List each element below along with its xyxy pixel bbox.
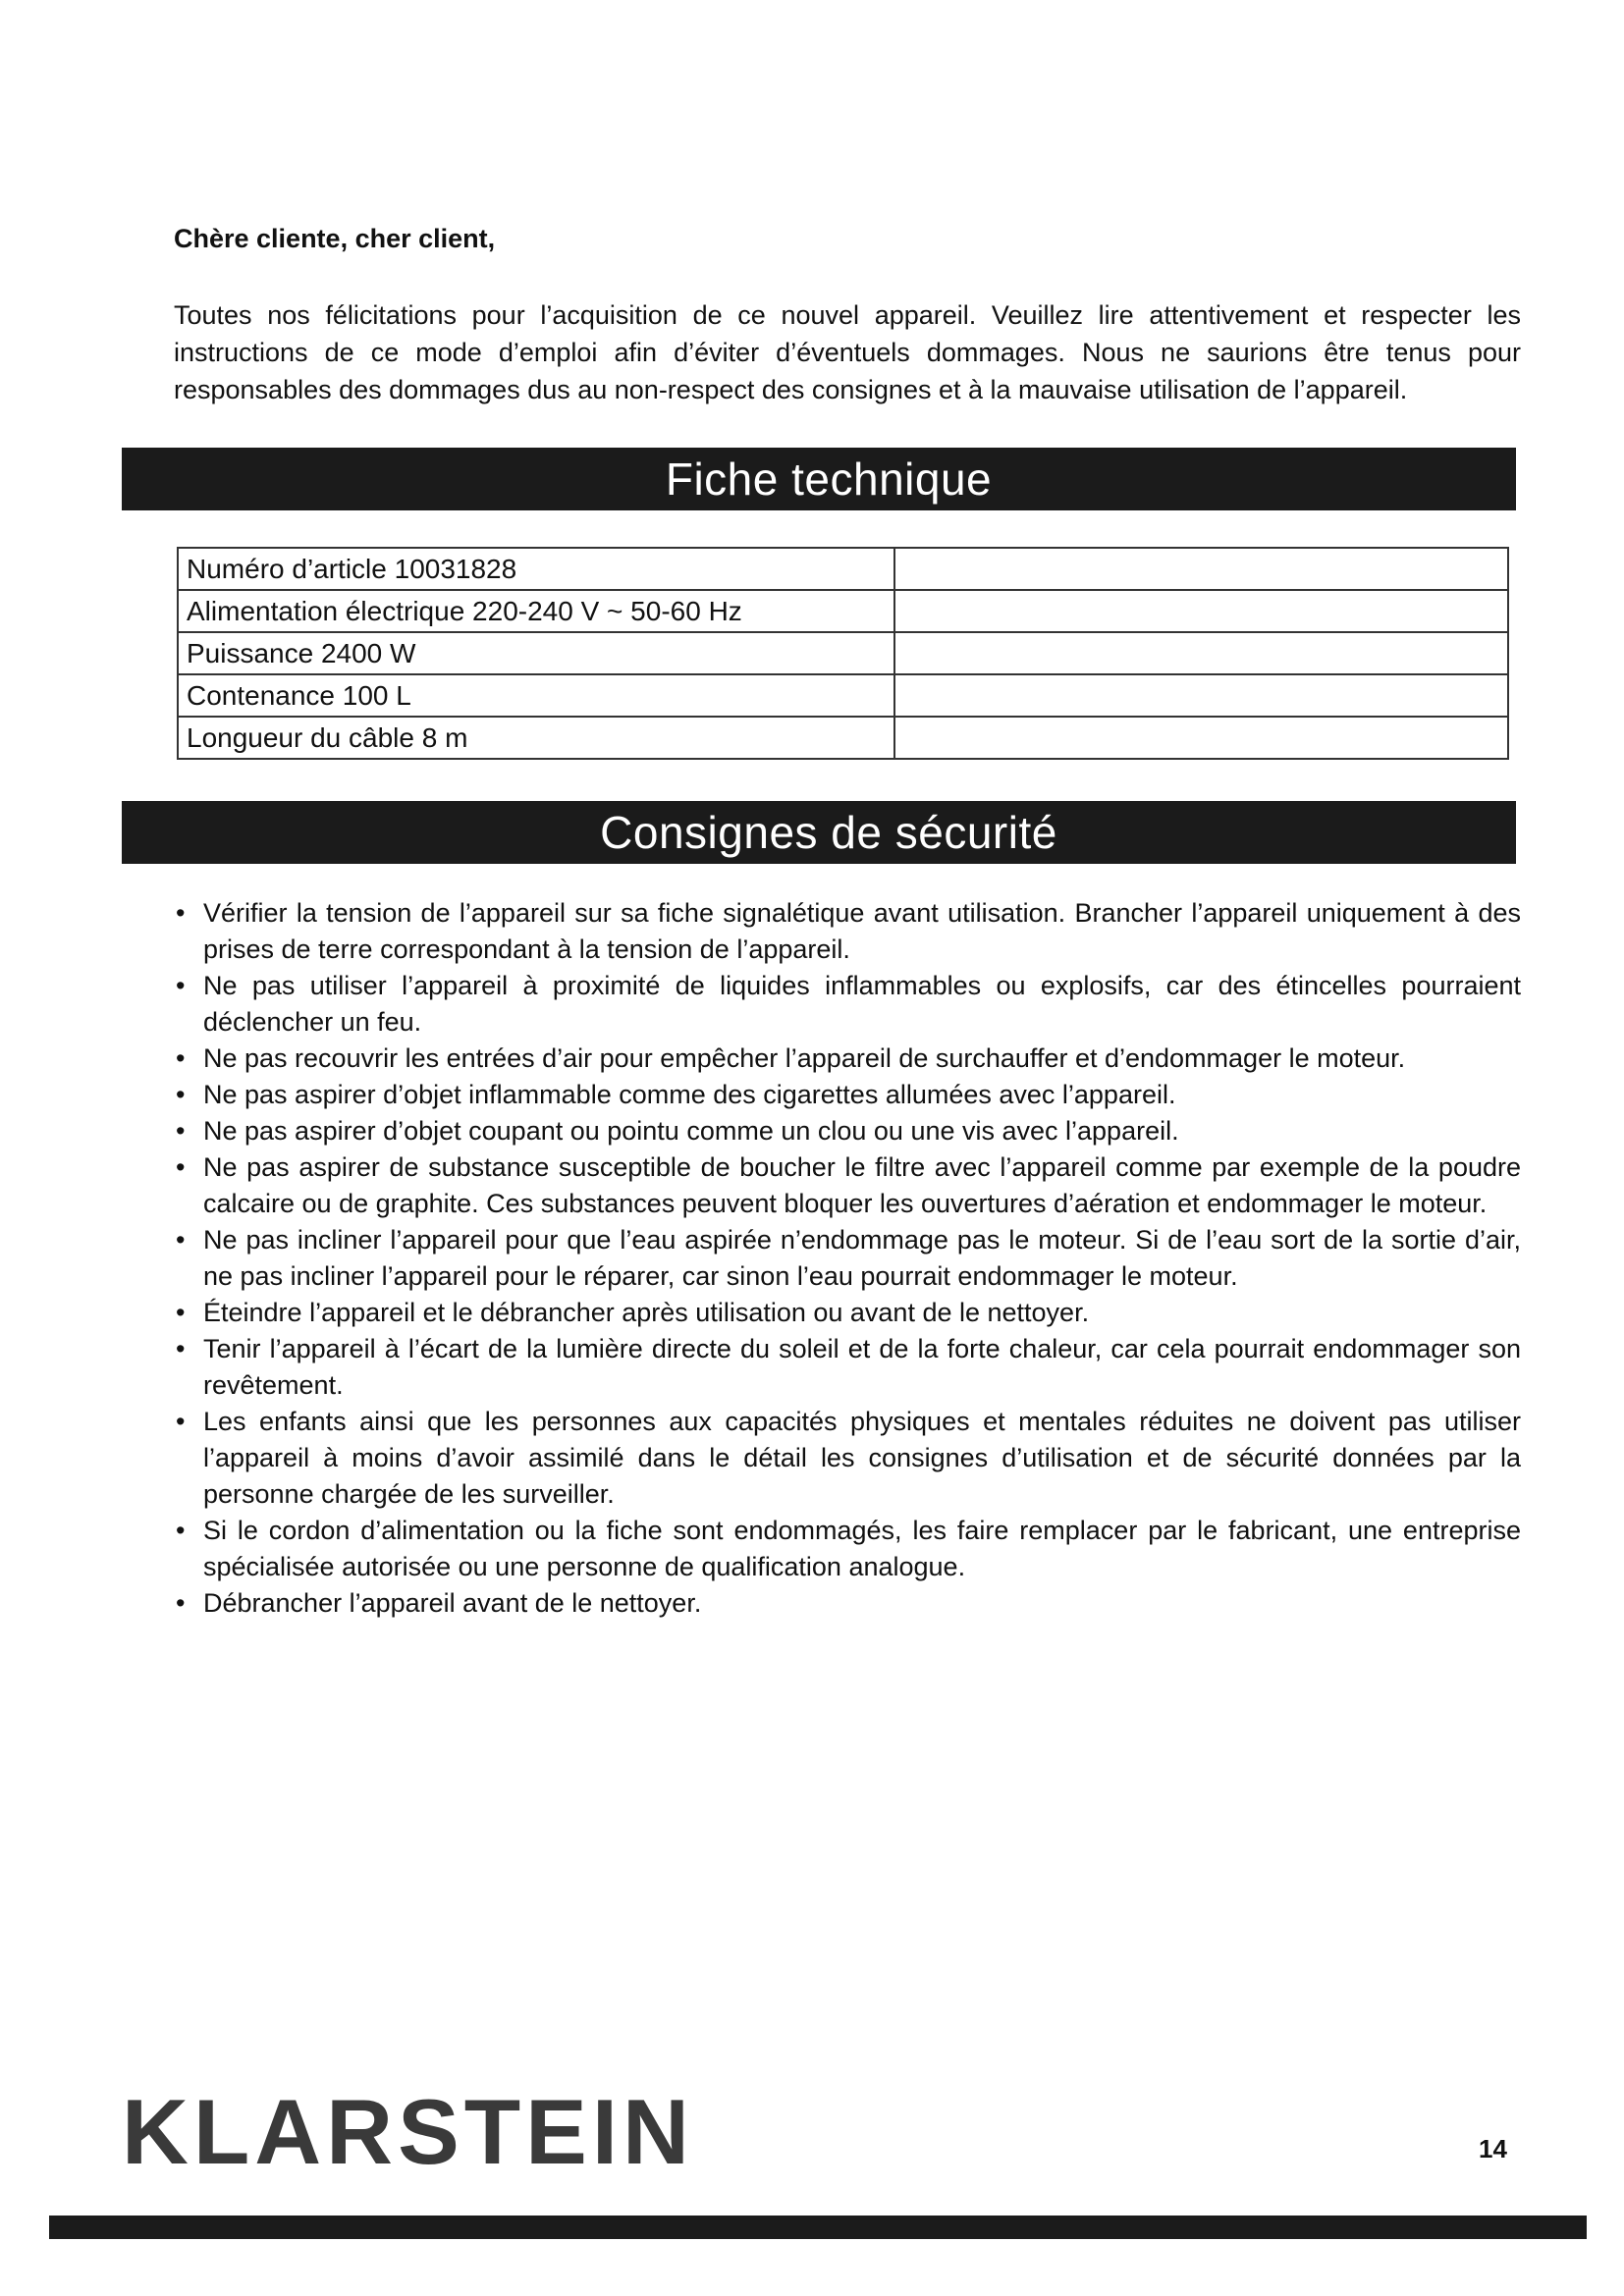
list-item: • Débrancher l’appareil avant de le nettoyer. bbox=[174, 1585, 1521, 1622]
table-row bbox=[178, 632, 1508, 674]
greeting: Chère cliente, cher client, bbox=[174, 224, 496, 253]
spec-value bbox=[894, 632, 1508, 674]
list-item: • Tenir l’appareil à l’écart de la lumière directe du soleil et de la forte chaleur, car cela pourrait endommager son revêtement. bbox=[174, 1331, 1521, 1404]
spec-value bbox=[894, 548, 1508, 590]
list-item: • Les enfants ainsi que les personnes aux capacités physiques et mentales réduites ne doivent pas utiliser l’appareil à moins d’avoir assimilé dans le détail les consignes d’utilisation et de sécurité données par la personne chargée de les surveiller. bbox=[174, 1404, 1521, 1513]
table-row bbox=[178, 717, 1508, 759]
brand-logo: KLARSTEIN bbox=[122, 2080, 694, 2183]
spec-value bbox=[894, 717, 1508, 759]
list-item: • Ne pas incliner l’appareil pour que l’eau aspirée n’endommage pas le moteur. Si de l’eau sort de la sortie d’air, ne pas incliner l’appareil pour le réparer, car sinon l’eau pourrait endommager le moteur. bbox=[174, 1222, 1521, 1295]
list-item: • Ne pas aspirer d’objet coupant ou pointu comme un clou ou une vis avec l’appareil. bbox=[174, 1113, 1521, 1149]
list-item: • Ne pas utiliser l’appareil à proximité de liquides inflammables ou explosifs, car des étincelles pourraient déclencher un feu. bbox=[174, 968, 1521, 1041]
spec-label: Numéro d’article 10031828 bbox=[178, 548, 894, 590]
footer-rule bbox=[49, 2216, 1587, 2239]
list-item: • Ne pas aspirer d’objet inflammable comme des cigarettes allumées avec l’appareil. bbox=[174, 1077, 1521, 1113]
spec-label: Alimentation électrique 220-240 V ~ 50-60 Hz bbox=[178, 590, 894, 632]
spec-label: Longueur du câble 8 m bbox=[178, 717, 894, 759]
safety-title: Consignes de sécurité bbox=[600, 807, 1057, 858]
list-item: • Vérifier la tension de l’appareil sur sa fiche signalétique avant utilisation. Brancher l’appareil uniquement à des prises de terre correspondant à la tension de l’appareil. bbox=[174, 895, 1521, 968]
tech-sheet-header bbox=[122, 448, 1516, 510]
list-item: • Ne pas aspirer de substance susceptible de boucher le filtre avec l’appareil comme par exemple de la poudre calcaire ou de graphite. Ces substances peuvent bloquer les ouvertures d’aération et endommager le moteur. bbox=[174, 1149, 1521, 1222]
spec-value bbox=[894, 674, 1508, 717]
table-row bbox=[178, 590, 1508, 632]
intro-paragraph: Toutes nos félicitations pour l’acquisition de ce nouvel appareil. Veuillez lire attentivement et respecter les instructions de ce mode d’emploi afin d’éviter d’éventuels dommages. Nous ne saurions être tenus pour responsables des dommages dus au non-respect des consignes et à la mauvaise utilisation de l’appareil. bbox=[174, 300, 1521, 404]
spec-value bbox=[894, 590, 1508, 632]
page-number: 14 bbox=[1479, 2134, 1507, 2163]
spec-table bbox=[177, 547, 1509, 760]
safety-header bbox=[122, 801, 1516, 864]
safety-list bbox=[174, 895, 1521, 1622]
list-item: • Ne pas recouvrir les entrées d’air pour empêcher l’appareil de surchauffer et d’endommager le moteur. bbox=[174, 1041, 1521, 1077]
list-item: • Éteindre l’appareil et le débrancher après utilisation ou avant de le nettoyer. bbox=[174, 1295, 1521, 1331]
spec-label: Contenance 100 L bbox=[178, 674, 894, 717]
tech-sheet-title: Fiche technique bbox=[665, 454, 993, 505]
table-row bbox=[178, 674, 1508, 717]
list-item: • Si le cordon d’alimentation ou la fiche sont endommagés, les faire remplacer par le fabricant, une entreprise spécialisée autorisée ou une personne de qualification analogue. bbox=[174, 1513, 1521, 1585]
table-row bbox=[178, 548, 1508, 590]
spec-label: Puissance 2400 W bbox=[178, 632, 894, 674]
